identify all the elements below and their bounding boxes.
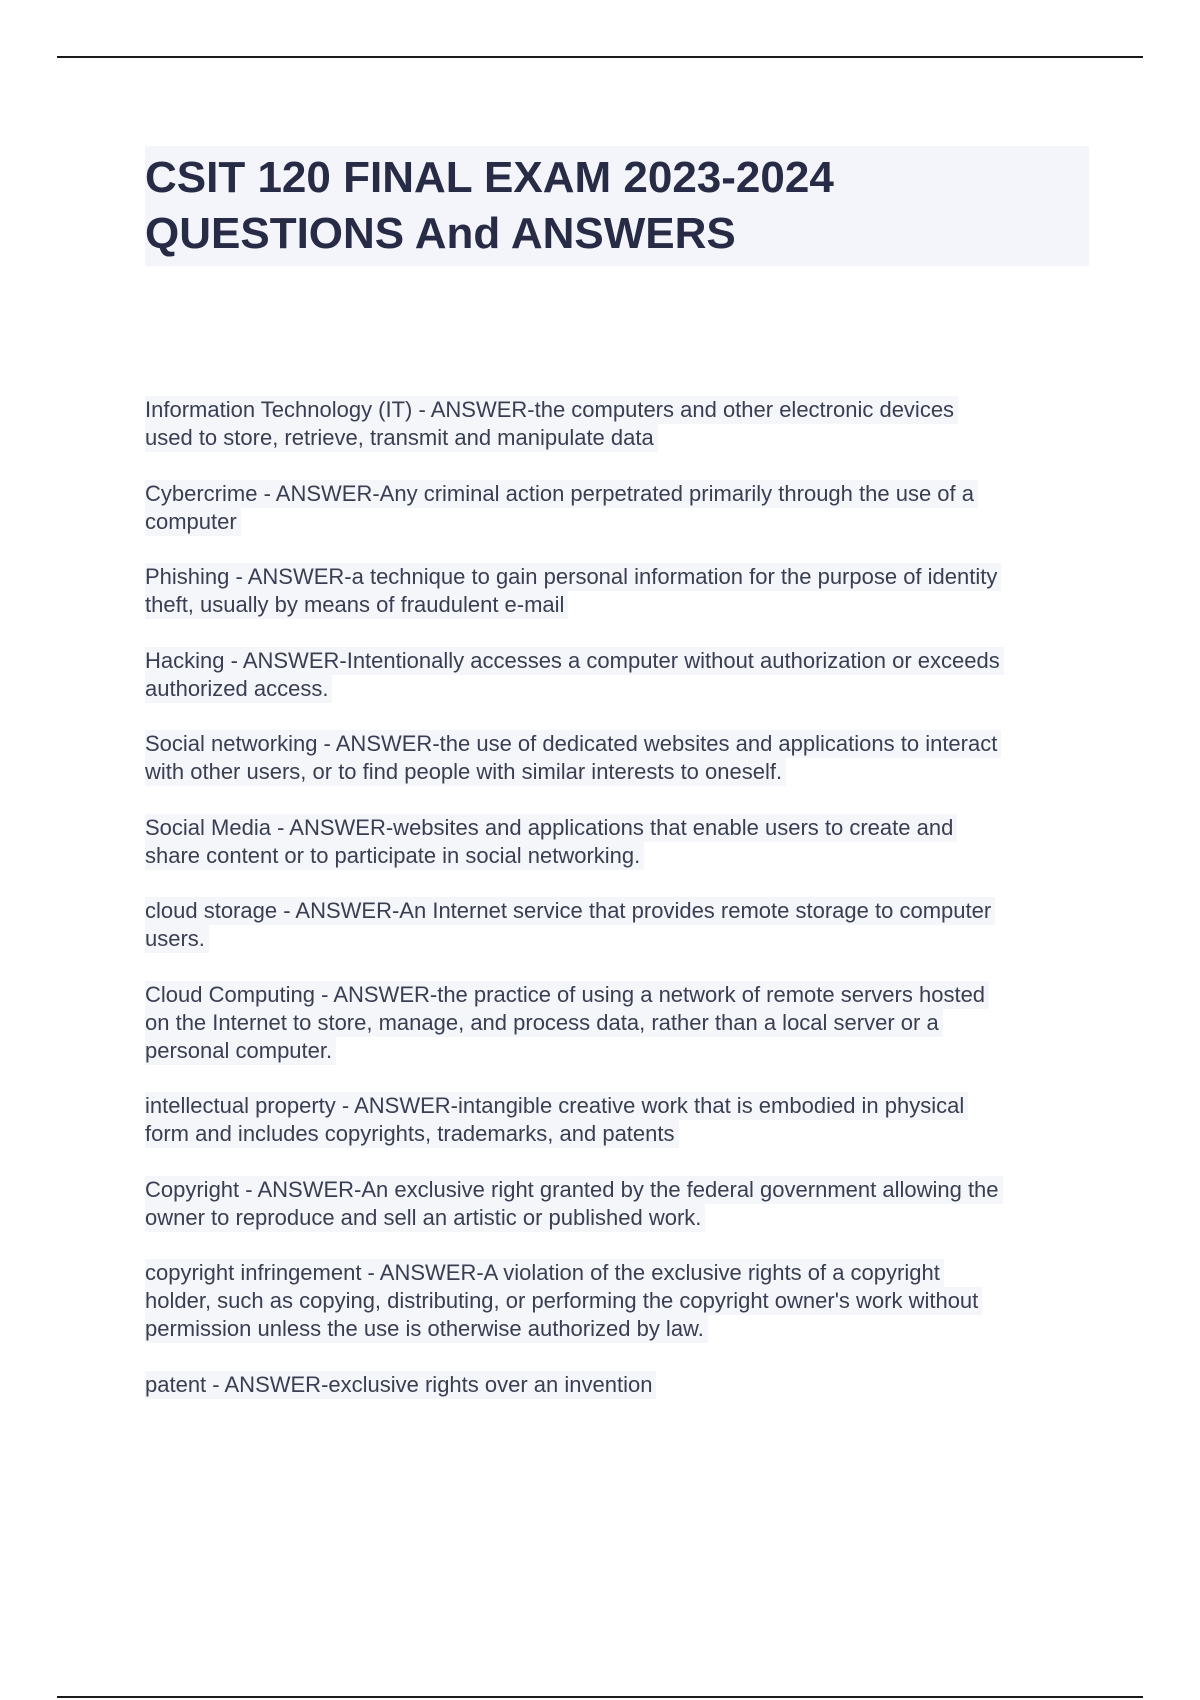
qa-list xyxy=(145,396,1095,1426)
qa-entry-line: Cybercrime - ANSWER-Any criminal action perpetrated primarily through the use of a xyxy=(145,480,978,508)
qa-entry xyxy=(145,1176,1095,1232)
top-rule xyxy=(57,56,1143,58)
qa-entry-line: intellectual property - ANSWER-intangible creative work that is embodied in physical xyxy=(145,1092,968,1120)
qa-entry-line: share content or to participate in social networking. xyxy=(145,842,644,870)
qa-entry-line: Information Technology (IT) - ANSWER-the computers and other electronic devices xyxy=(145,396,958,424)
qa-entry-line: Phishing - ANSWER-a technique to gain personal information for the purpose of identity xyxy=(145,563,1001,591)
qa-entry xyxy=(145,814,1095,870)
qa-entry xyxy=(145,981,1095,1065)
title-line-2: QUESTIONS And ANSWERS xyxy=(145,209,736,258)
qa-entry-line: Hacking - ANSWER-Intentionally accesses a computer without authorization or exceeds xyxy=(145,647,1004,675)
qa-entry-line: users. xyxy=(145,925,209,953)
qa-entry-line: authorized access. xyxy=(145,675,332,703)
qa-entry-line: used to store, retrieve, transmit and manipulate data xyxy=(145,424,658,452)
qa-entry-line: permission unless the use is otherwise authorized by law. xyxy=(145,1315,708,1343)
qa-entry-line: Copyright - ANSWER-An exclusive right granted by the federal government allowing the xyxy=(145,1176,1003,1204)
qa-entry-line: personal computer. xyxy=(145,1037,336,1065)
qa-entry-line: with other users, or to find people with similar interests to oneself. xyxy=(145,758,786,786)
qa-entry xyxy=(145,480,1095,536)
qa-entry-line: owner to reproduce and sell an artistic or published work. xyxy=(145,1204,705,1232)
qa-entry xyxy=(145,897,1095,953)
qa-entry-line: on the Internet to store, manage, and process data, rather than a local server or a xyxy=(145,1009,943,1037)
qa-entry-line: cloud storage - ANSWER-An Internet service that provides remote storage to computer xyxy=(145,897,995,925)
qa-entry-line: form and includes copyrights, trademarks, and patents xyxy=(145,1120,679,1148)
qa-entry-line: Social Media - ANSWER-websites and applications that enable users to create and xyxy=(145,814,957,842)
qa-entry-line: patent - ANSWER-exclusive rights over an invention xyxy=(145,1371,656,1399)
title-line-1: CSIT 120 FINAL EXAM 2023-2024 xyxy=(145,153,834,202)
bottom-rule xyxy=(57,1696,1143,1698)
qa-entry xyxy=(145,396,1095,452)
qa-entry-line: theft, usually by means of fraudulent e-mail xyxy=(145,591,568,619)
qa-entry xyxy=(145,563,1095,619)
qa-entry xyxy=(145,1259,1095,1343)
qa-entry xyxy=(145,1371,1095,1399)
qa-entry-line: Cloud Computing - ANSWER-the practice of using a network of remote servers hosted xyxy=(145,981,989,1009)
qa-entry xyxy=(145,730,1095,786)
document-title xyxy=(145,146,1089,266)
qa-entry xyxy=(145,1092,1095,1148)
qa-entry-line: copyright infringement - ANSWER-A violation of the exclusive rights of a copyright xyxy=(145,1259,944,1287)
qa-entry-line: Social networking - ANSWER-the use of dedicated websites and applications to interact xyxy=(145,730,1001,758)
qa-entry-line: holder, such as copying, distributing, or performing the copyright owner's work without xyxy=(145,1287,982,1315)
qa-entry xyxy=(145,647,1095,703)
qa-entry-line: computer xyxy=(145,508,241,536)
